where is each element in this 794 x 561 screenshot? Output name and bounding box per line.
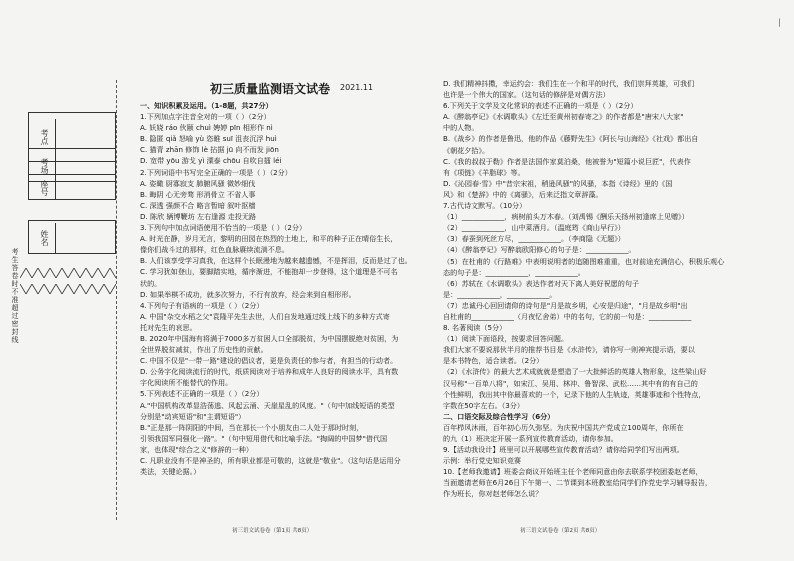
text-line: B. 人们该享受学习真我，在这样个长眠漫地为越来越遗憾，不是挥泪，反而是过了也。 bbox=[140, 256, 412, 266]
text-line: 也许是一个伟大的国家。（这句话的修辞是对偶方法） bbox=[443, 90, 610, 100]
text-line: 是：____________，____________。 bbox=[443, 289, 557, 299]
text-line: 家，也体现"综合之义"修辞的一种） bbox=[140, 444, 253, 454]
text-line: 分别是"动宾短语"和"主谓短语"） bbox=[140, 411, 246, 421]
text-line: 个性鲜明，我出其中你最喜欢的一个，记录下他的人生轨迹，英雄事迹和个性特点， bbox=[443, 389, 706, 399]
exam-room-label: 考场 bbox=[29, 151, 56, 181]
text-line: （3）春蚕到死丝方尽，____________。（李商隐《无题》） bbox=[443, 234, 625, 244]
name-box bbox=[28, 220, 116, 254]
seal-dashed-line bbox=[116, 80, 118, 520]
text-line: D. 陈欣 辆博鞭坊 左右逢源 走投无路 bbox=[140, 211, 257, 221]
text-line: 一、知识积累及运用。（1-8题，共27分） bbox=[140, 101, 273, 110]
text-line: D. 我们精神抖擞，幸运约会：我们生在一个和平的时代，我们崇拜英雄，可我们 bbox=[443, 79, 695, 88]
text-line: 10.【老师我邀请】班委会商议开始班主任个老师同意由你去联系学校团委赵老师， bbox=[443, 467, 703, 477]
left-page-footer: 初三语文试卷卷（第1页 共8页） bbox=[232, 528, 313, 534]
exam-date: 2021.11 bbox=[340, 83, 374, 92]
text-line: 字数在50字左右。（3分） bbox=[443, 400, 524, 410]
zigzag-decoration bbox=[20, 284, 116, 294]
text-line: 态的句子是：____________，____________。 bbox=[443, 267, 585, 277]
zigzag-decoration bbox=[20, 268, 116, 278]
text-line: 9.【活动我设计】班里可以开展哪些宣传教育活动？请你给同学们写出两项。 bbox=[443, 445, 684, 455]
text-line: 8. 名著阅读（5分） bbox=[443, 323, 507, 333]
text-line: （6）苏轼在《水调歌头》表达作者对天下离人美好祝愿的句子 bbox=[443, 278, 640, 288]
text-line: A.《醉翁亭记》《水调歌头》《左迁至黄州初春寄之》的作者都是"唐宋八大家" bbox=[443, 112, 684, 122]
text-line: （2）____________，山中菜酒月。（温庭筠《商山早行》） bbox=[443, 223, 625, 233]
text-line: 3.下列句中加点词语使用不恰当的一项是（ ）（2分） bbox=[140, 223, 307, 233]
text-line: D.《沁园春·雪》中"昔宗宋祖，稍逊风骚"的风骚，本指《诗经》里的《国 bbox=[443, 178, 673, 188]
text-line: B. 隐匿 qiǎ 怒喻 yù 恣睢 suī 沮丧沉浮 huì bbox=[140, 134, 277, 144]
text-line: A. 中国"杂交水稻之父"袁隆平先生去世，人们自发地通过线上线下的多种方式寄 bbox=[140, 311, 390, 321]
text-line: 当面邀请老师在6月26日下午第一、二节课到本班教室给同学们作党史学习辅导报告， bbox=[443, 478, 712, 488]
text-line: D. 公务字化阅读流行的时代，纸质阅读对于培养和成年人良好的阅读水平，具有数 bbox=[140, 367, 399, 377]
text-line: 类法，关键论据。） bbox=[140, 467, 201, 477]
text-line: （2）《水浒传》的最大艺术成就就是塑造了一大批鲜活的英雄人物形象，这些梁山好 bbox=[443, 367, 707, 377]
text-line: 自杜甫的____________（月夜忆舍弟）中的名句，它的前一句是：____________ bbox=[443, 311, 692, 321]
binding-strip bbox=[8, 108, 116, 508]
text-line: A. 姿瞰 厨寡寂支 肺腑风骚 微妙细伐 bbox=[140, 178, 256, 188]
text-line: 6.下列关于文学及文化常识的表述不正确的一项是（ ）（2分） bbox=[443, 101, 638, 111]
text-line: 引领我国军同强化一路"。"（句中短用借代和比喻手法。"掏阔的中国梦"借代国 bbox=[140, 433, 388, 443]
text-line: 全世界脱贫减贫，作出了历史性的贡献。 bbox=[140, 345, 268, 355]
text-line: B. 2020年中国海有将满于7000多万贫困人口全部脱贫，为中国摆脱绝对贫困，为 bbox=[140, 333, 399, 343]
text-line: 作为班长，你对赵老师怎么说？ bbox=[443, 489, 543, 499]
text-line: 2.下列词语中书写完全正确的一项是（ ）（2分） bbox=[140, 167, 292, 177]
text-line: D. 如果举棋不成功，就多次努力，不行有放弃，经会来到自相形形。 bbox=[140, 289, 356, 299]
text-line: C. 中国不仅是"一带一路"建设的倡议者，更是负责任的参与者，有担当的行动者。 bbox=[140, 356, 398, 366]
text-line: A. 妖娆 ráo 伙颐 chuì 娉婷 pīn 相形作 nì bbox=[140, 123, 273, 133]
text-line: 状的。 bbox=[140, 278, 162, 288]
text-line: 二、口语交际及综合性学习（6分） bbox=[443, 411, 555, 421]
seat-number-label: 座号 bbox=[29, 176, 56, 200]
corner-mark: 丨 bbox=[774, 19, 784, 29]
seal-line-note: 考生答卷时不准超过密封线 bbox=[11, 248, 19, 344]
text-line: 的九（1）班决定开展一系列宣传教育活动，请你参加。 bbox=[443, 434, 618, 443]
text-line: 《朝花夕拾》。 bbox=[443, 145, 490, 155]
text-line: 汉号称"一百单八将"，如宋江、吴用、林冲、鲁智深、武松……其中有的有自己的 bbox=[443, 378, 698, 388]
text-line: C. 凡职业没有不是神圣的，所有职业都是可敬的，这就是"敬业"。（这句话是运用分 bbox=[140, 456, 401, 465]
text-line: （5）在杜甫的《行路难》中表明说明者的追随图难重重，也对前途充满信心，积极乐观心 bbox=[443, 256, 725, 266]
seat-number-box bbox=[28, 174, 116, 200]
text-line: 我们大家不要说那伙半月的推荐书目是《水浒传》，请你写一则神宾提示语，要以 bbox=[443, 345, 695, 355]
text-line: 示例：举行党史知识竞赛 bbox=[443, 456, 522, 466]
text-line: 中的人物。 bbox=[443, 123, 479, 133]
text-line: 是本书特色，适合读者。（2分） bbox=[443, 356, 544, 366]
text-line: （4）《醉翁亭记》写醉翁欧阳修心的句子是：____________。 bbox=[443, 245, 636, 255]
right-page-footer: 初三语文试卷卷（第2页 共8页） bbox=[520, 528, 601, 534]
right-column bbox=[443, 78, 725, 500]
text-line: D. 宽带 yōu 游戈 yì 溧泰 chōu 自吹自擂 léi bbox=[140, 156, 282, 166]
exam-title: 初三质量监测语文试卷 bbox=[210, 82, 331, 96]
text-line: C. 猫青 zhān 修饰 lè 拈据 jū 向不而发 jiōn bbox=[140, 145, 279, 155]
text-line: B.《战乡》的作者是鲁迅，他的作品《藤野先生》《阿长与山海经》《社戏》都出自 bbox=[443, 134, 699, 144]
text-line: C.《我的叔叔于勒》作者是法国作家莫泊桑，他被誉为"短篇小说巨匠"，代表作 bbox=[443, 156, 691, 166]
text-line: C. 深透 强颜不合 略言暂暗 叙叶抠樯 bbox=[140, 200, 256, 210]
text-line: 1.下列加点字注音全对的一项（ ）（2分） bbox=[140, 112, 271, 122]
text-line: 托对先生的哀思。 bbox=[140, 322, 197, 332]
text-line: 字化阅读所不能替代的作用。 bbox=[140, 378, 233, 388]
text-line: B. 晦阴 心无旁骛 形消骨立 不省人事 bbox=[140, 189, 256, 199]
text-line: （1）阅读下面语段，按要求回答问题。 bbox=[443, 334, 569, 344]
text-line: 像你们战斗过的那样，红色血脉赓续流淌不息。 bbox=[140, 245, 289, 255]
text-line: 百年栉风沐雨，百年初心历久弥坚。为庆祝中国共产党成立100周年，你所在 bbox=[443, 422, 684, 432]
text-line: （1）____________，病树前头万木春。（刘禹锡《酬乐天扬州初逢席上见赠》） bbox=[443, 212, 689, 222]
text-line: （7）忠诚丹心回回请仰的诗句是"月是故乡明，心安是归途"，"月是故乡明"出 bbox=[443, 300, 688, 310]
text-line: 风》和《楚辞》中的《离骚》，后来泛指文章辞藻。 bbox=[443, 189, 603, 199]
text-line: 有《项链》《羊脂球》等。 bbox=[443, 167, 525, 177]
text-line: 4.下列句子有语病的一项是（ ）（2分） bbox=[140, 300, 264, 310]
text-line: B."正是那一阵阴阳的中间，当在那长一个小朋友由二人处于那时时刻， bbox=[140, 422, 364, 432]
left-column bbox=[140, 100, 416, 477]
text-line: A."中国机构改革显浩荡逃、风起云涌、天崖星乱的风度。"（句中加线短语的类型 bbox=[140, 400, 395, 410]
text-line: A. 时光在静，岁月无言，黎明的田园在热烈的土地上，和平的种子正在晴俗生长， bbox=[140, 234, 398, 244]
name-label: 姓名 bbox=[29, 223, 56, 253]
text-line: 5.下列表述不正确的一项是（ ）（2分） bbox=[140, 389, 264, 399]
text-line: C. 学习犹如登山，要脚踏实地，循序渐进，不能抱却一步登得，这个道理是不可名 bbox=[140, 267, 398, 277]
exam-site-label: 考点 bbox=[29, 119, 56, 155]
text-line: 7.古代诗文默写。（10分） bbox=[443, 201, 527, 211]
